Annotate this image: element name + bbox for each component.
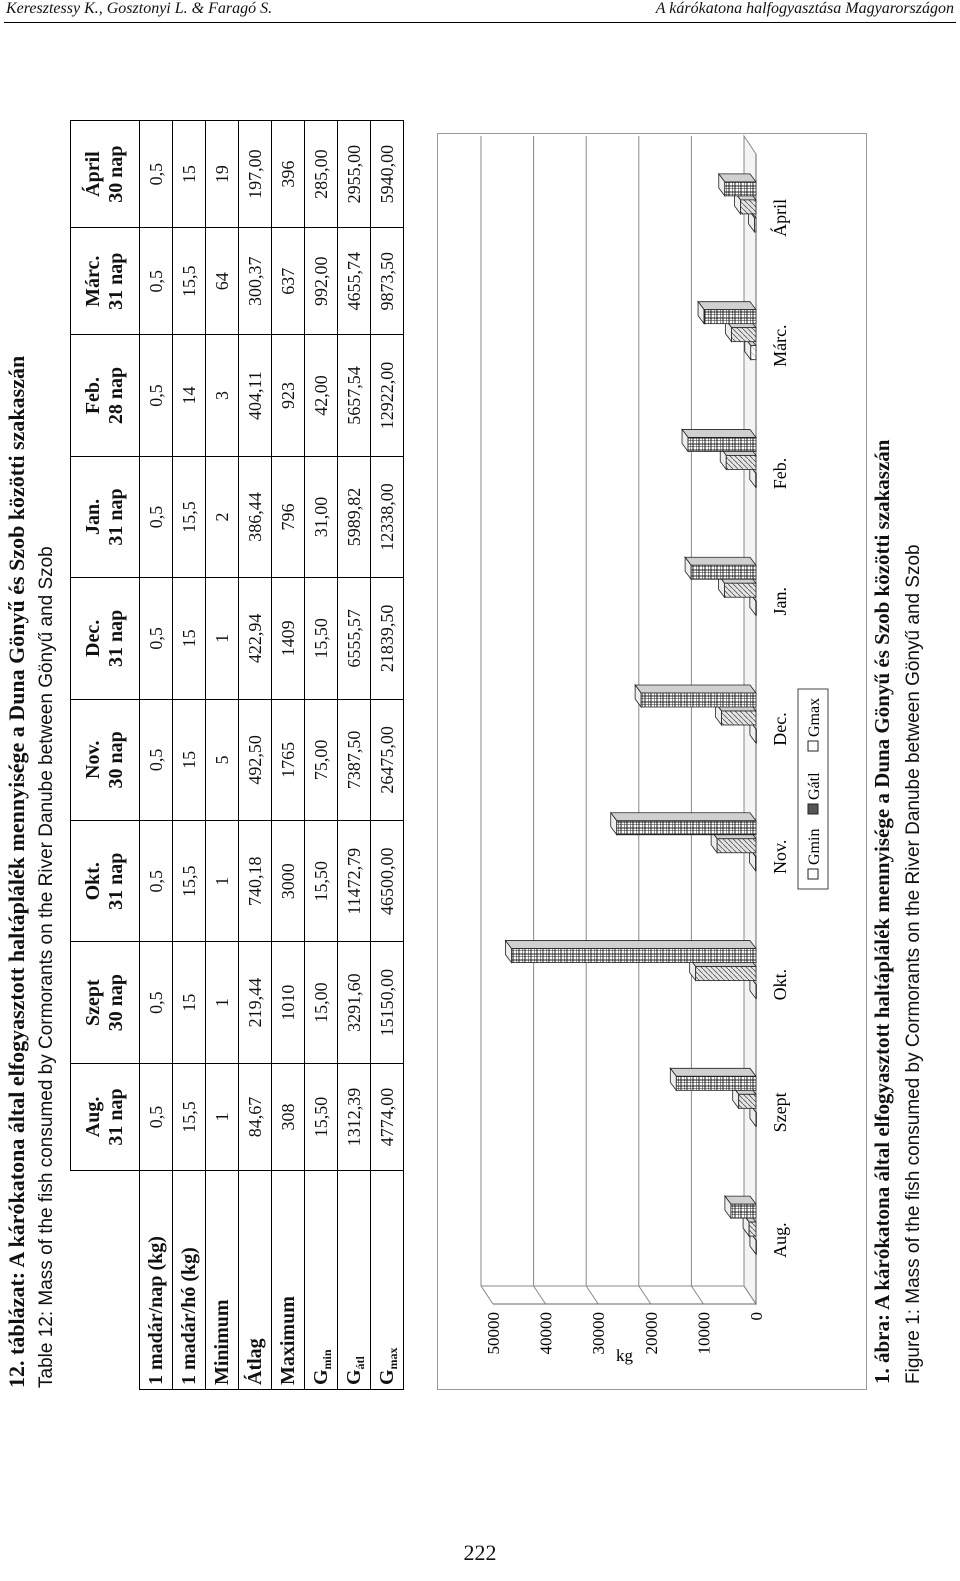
column-month: Márc. [82, 255, 104, 307]
table-cell: 3 [206, 335, 239, 456]
table-cell: 422,94 [239, 578, 272, 699]
table-cell: 796 [272, 456, 305, 577]
column-header [71, 121, 140, 228]
table-title: 12. táblázat: A kárókatona által elfogyasztott haltáplálék mennyisége a Duna Gönyű és Szob közötti szakaszán [4, 355, 29, 1388]
table-row [371, 121, 404, 1390]
table-cell: 740,18 [239, 821, 272, 942]
table-row [173, 121, 206, 1390]
bar-side [682, 429, 756, 437]
table-cell: 15 [173, 699, 206, 820]
table-cell: 4655,74 [338, 228, 371, 335]
bar-Gmin [756, 985, 757, 999]
column-days: 31 nap [105, 488, 127, 546]
bar-side [685, 557, 756, 565]
bar-side [611, 813, 756, 821]
bar-Gmax [688, 437, 756, 451]
table-cell: 15,5 [173, 821, 206, 942]
x-tick-label: Nov. [770, 839, 790, 874]
table-cell: 15 [173, 578, 206, 699]
table-cell: 308 [272, 1063, 305, 1170]
y-tick-label: 20000 [641, 1312, 661, 1355]
column-month: Feb. [82, 376, 104, 415]
bar-Gátl [749, 1222, 756, 1236]
gridline-side [534, 1286, 546, 1304]
gridline-side [691, 1286, 703, 1304]
row-label [371, 1171, 404, 1390]
table-cell: 6555,57 [338, 578, 371, 699]
x-tick-label: Feb. [770, 457, 790, 490]
table-cell: 923 [272, 335, 305, 456]
running-header-authors: Keresztessy K., Gosztonyi L. & Faragó S. [6, 0, 273, 17]
table-row [206, 121, 239, 1390]
column-month: Ápril [82, 151, 104, 197]
table-cell: 31,00 [305, 456, 338, 577]
table-row [305, 121, 338, 1390]
bar-Gmax [704, 310, 756, 324]
table-cell: 396 [272, 121, 305, 228]
bar-Gmin [756, 601, 757, 615]
page-number: 222 [463, 1540, 497, 1565]
bar-Gmax [511, 949, 756, 963]
table-cell: 75,00 [305, 699, 338, 820]
table-cell: 15,50 [305, 1063, 338, 1170]
bar-Gátl [732, 328, 756, 342]
x-tick-label: Jan. [770, 586, 790, 616]
bar-side [698, 302, 756, 310]
y-tick-label: 50000 [484, 1312, 503, 1355]
table-cell: 1 [206, 578, 239, 699]
bar-Gmax [641, 693, 756, 707]
column-month: Nov. [82, 740, 104, 779]
x-tick-label: Márc. [770, 324, 790, 367]
row-label-text: G [309, 1369, 332, 1385]
table-cell: 15 [173, 121, 206, 228]
chart-bars [505, 174, 756, 1254]
table-cell: 1312,39 [338, 1063, 371, 1170]
x-tick-label: Okt. [770, 968, 790, 1001]
table-cell: 0,5 [140, 456, 173, 577]
column-header [71, 335, 140, 456]
row-label-subscript: min [319, 1349, 334, 1370]
table-row [338, 121, 371, 1390]
row-label-text: 1 madár/hó (kg) [177, 1247, 200, 1385]
row-label [173, 1171, 206, 1390]
column-header [71, 699, 140, 820]
table-cell: 0,5 [140, 699, 173, 820]
column-days: 31 nap [105, 609, 127, 668]
table-row [140, 121, 173, 1390]
table-cell: 46500,00 [371, 821, 404, 942]
legend-swatch [808, 869, 818, 879]
table-cell: 12922,00 [371, 335, 404, 456]
column-month: Jan. [82, 498, 104, 536]
bar-Gmax [725, 182, 756, 196]
column-month: Dec. [82, 619, 104, 657]
table-cell: 0,5 [140, 1063, 173, 1170]
row-label-text: G [342, 1369, 365, 1385]
table-cell: 15,00 [305, 942, 338, 1063]
row-label [140, 1171, 173, 1390]
row-label-subscript: átl [352, 1356, 367, 1370]
column-days: 30 nap [105, 731, 127, 789]
bar-Gmax [731, 1204, 756, 1218]
table-cell: 0,5 [140, 578, 173, 699]
bar-Gátl [740, 200, 756, 214]
bar-Gmin [755, 218, 756, 232]
column-header [71, 228, 140, 335]
bar-Gmin [756, 857, 757, 871]
table-cell: 1 [206, 942, 239, 1063]
figure-title: 1. ábra: A kárókatona által elfogyasztott haltáplálék mennyisége a Duna Gönyű és Szob közötti szakaszán [870, 439, 894, 1384]
table-cell: 1409 [272, 578, 305, 699]
row-label-text: G [375, 1369, 398, 1385]
table-cell: 9873,50 [371, 228, 404, 335]
column-header [71, 821, 140, 942]
y-tick-label: 10000 [694, 1312, 714, 1355]
column-header [71, 1063, 140, 1170]
table-cell: 0,5 [140, 335, 173, 456]
table-cell: 4774,00 [371, 1063, 404, 1170]
header-rule [4, 22, 956, 23]
y-tick-label: 0 [747, 1312, 766, 1321]
gridline-side [639, 1286, 651, 1304]
table-cell: 5989,82 [338, 456, 371, 577]
gridline-side [586, 1286, 598, 1304]
table-cell: 0,5 [140, 942, 173, 1063]
column-month: Szept [82, 979, 104, 1026]
bar-Gmin [751, 346, 756, 360]
table-cell: 42,00 [305, 335, 338, 456]
table-cell: 2 [206, 456, 239, 577]
table-cell: 15,5 [173, 456, 206, 577]
legend-label: Gmax [806, 697, 823, 737]
table-cell: 0,5 [140, 228, 173, 335]
table-cell: 1 [206, 1063, 239, 1170]
table-cell: 15,5 [173, 1063, 206, 1170]
x-tick-label: Dec. [770, 712, 790, 746]
table-header [71, 121, 140, 1390]
legend-swatch [808, 804, 818, 814]
table-cell: 15,50 [305, 578, 338, 699]
table-subtitle: Table 12: Mass of the fish consumed by Cormorants on the River Danube between Gönyű and Szob [36, 546, 57, 1388]
table-cell: 1765 [272, 699, 305, 820]
bar-Gmax [617, 821, 756, 835]
table-cell: 5657,54 [338, 335, 371, 456]
bar-Gmax [691, 565, 756, 579]
column-header [71, 456, 140, 577]
bar-Gátl [717, 839, 756, 853]
figure-subtitle: Figure 1: Mass of the fish consumed by Cormorants on the River Danube between Gönyű and Szob [903, 544, 924, 1384]
table-cell: 14 [173, 335, 206, 456]
column-days: 30 nap [105, 974, 127, 1032]
table-cell: 26475,00 [371, 699, 404, 820]
table-cell: 5 [206, 699, 239, 820]
column-days: 31 nap [105, 1088, 127, 1146]
bar-Gmin [756, 1112, 757, 1126]
legend-label: Gmin [806, 828, 823, 865]
table-cell: 0,5 [140, 821, 173, 942]
table-cell: 15,50 [305, 821, 338, 942]
table-cell: 219,44 [239, 942, 272, 1063]
row-label [338, 1171, 371, 1390]
table-cell: 2955,00 [338, 121, 371, 228]
row-label-text: 1 madár/nap (kg) [144, 1236, 167, 1385]
bar-side [635, 685, 756, 693]
column-days: 30 nap [105, 145, 127, 203]
column-days: 31 nap [105, 252, 127, 310]
row-label-subscript: max [385, 1347, 400, 1370]
y-tick-label: 30000 [589, 1312, 609, 1355]
running-header-title: A kárókatona halfogyasztása Magyarországon [655, 0, 954, 17]
rotated-content [0, 30, 960, 1390]
bar-Gátl [696, 967, 756, 981]
bar-side [505, 941, 756, 949]
table-cell: 64 [206, 228, 239, 335]
column-header [71, 942, 140, 1063]
table-row [239, 121, 272, 1390]
table-cell: 404,11 [239, 335, 272, 456]
row-label-text: Átlag [243, 1338, 266, 1385]
table-cell: 1 [206, 821, 239, 942]
column-days: 31 nap [105, 852, 127, 910]
table-cell: 197,00 [239, 121, 272, 228]
chart-frame [437, 133, 867, 1390]
bar-Gmin [756, 1240, 757, 1254]
table-body [140, 121, 404, 1390]
table-cell: 7387,50 [338, 699, 371, 820]
column-days: 28 nap [105, 366, 127, 425]
table-cell: 15,5 [173, 228, 206, 335]
row-label [305, 1171, 338, 1390]
chart-legend [798, 689, 828, 889]
bar-Gátl [726, 455, 756, 469]
data-table [70, 120, 404, 1390]
table-cell: 19 [206, 121, 239, 228]
table-cell: 84,67 [239, 1063, 272, 1170]
table-cell: 15150,00 [371, 942, 404, 1063]
row-label [206, 1171, 239, 1390]
table-cell: 15 [173, 942, 206, 1063]
column-header [71, 578, 140, 699]
table-cell: 285,00 [305, 121, 338, 228]
table-cell: 5940,00 [371, 121, 404, 228]
table-cell: 1010 [272, 942, 305, 1063]
column-month: Aug. [82, 1096, 104, 1138]
x-tick-label: Aug. [770, 1222, 790, 1258]
bar-Gátl [722, 711, 756, 725]
chart-axes [493, 154, 756, 1304]
table-cell: 11472,79 [338, 821, 371, 942]
table-corner-cell [71, 1171, 140, 1390]
gridline-side [481, 1286, 493, 1304]
bar-Gmin [756, 729, 757, 743]
y-axis-label: kg [616, 1346, 633, 1365]
table-cell: 492,50 [239, 699, 272, 820]
table-cell: 3000 [272, 821, 305, 942]
column-month: Okt. [82, 862, 104, 901]
bar-Gátl [724, 583, 756, 597]
row-label-text: Maximum [276, 1296, 299, 1385]
table-row [272, 121, 305, 1390]
table-cell: 3291,60 [338, 942, 371, 1063]
row-label [239, 1171, 272, 1390]
table-cell: 21839,50 [371, 578, 404, 699]
x-tick-label: Szept [770, 1092, 790, 1133]
table-header-row [71, 121, 140, 1390]
table-cell: 0,5 [140, 121, 173, 228]
row-label [272, 1171, 305, 1390]
table-cell: 637 [272, 228, 305, 335]
bar-Gmin [756, 473, 757, 487]
x-tick-label: Ápril [770, 198, 790, 237]
table-cell: 992,00 [305, 228, 338, 335]
table-cell: 386,44 [239, 456, 272, 577]
table-cell: 300,37 [239, 228, 272, 335]
legend-label: Gátl [806, 772, 823, 800]
bar-Gátl [739, 1094, 756, 1108]
bar-chart [438, 134, 866, 1389]
table-cell: 12338,00 [371, 456, 404, 577]
row-label-text: Minimum [210, 1299, 233, 1385]
bar-Gmax [676, 1076, 756, 1090]
legend-swatch [808, 741, 818, 751]
bar-side [670, 1068, 756, 1076]
y-tick-label: 40000 [536, 1312, 556, 1355]
